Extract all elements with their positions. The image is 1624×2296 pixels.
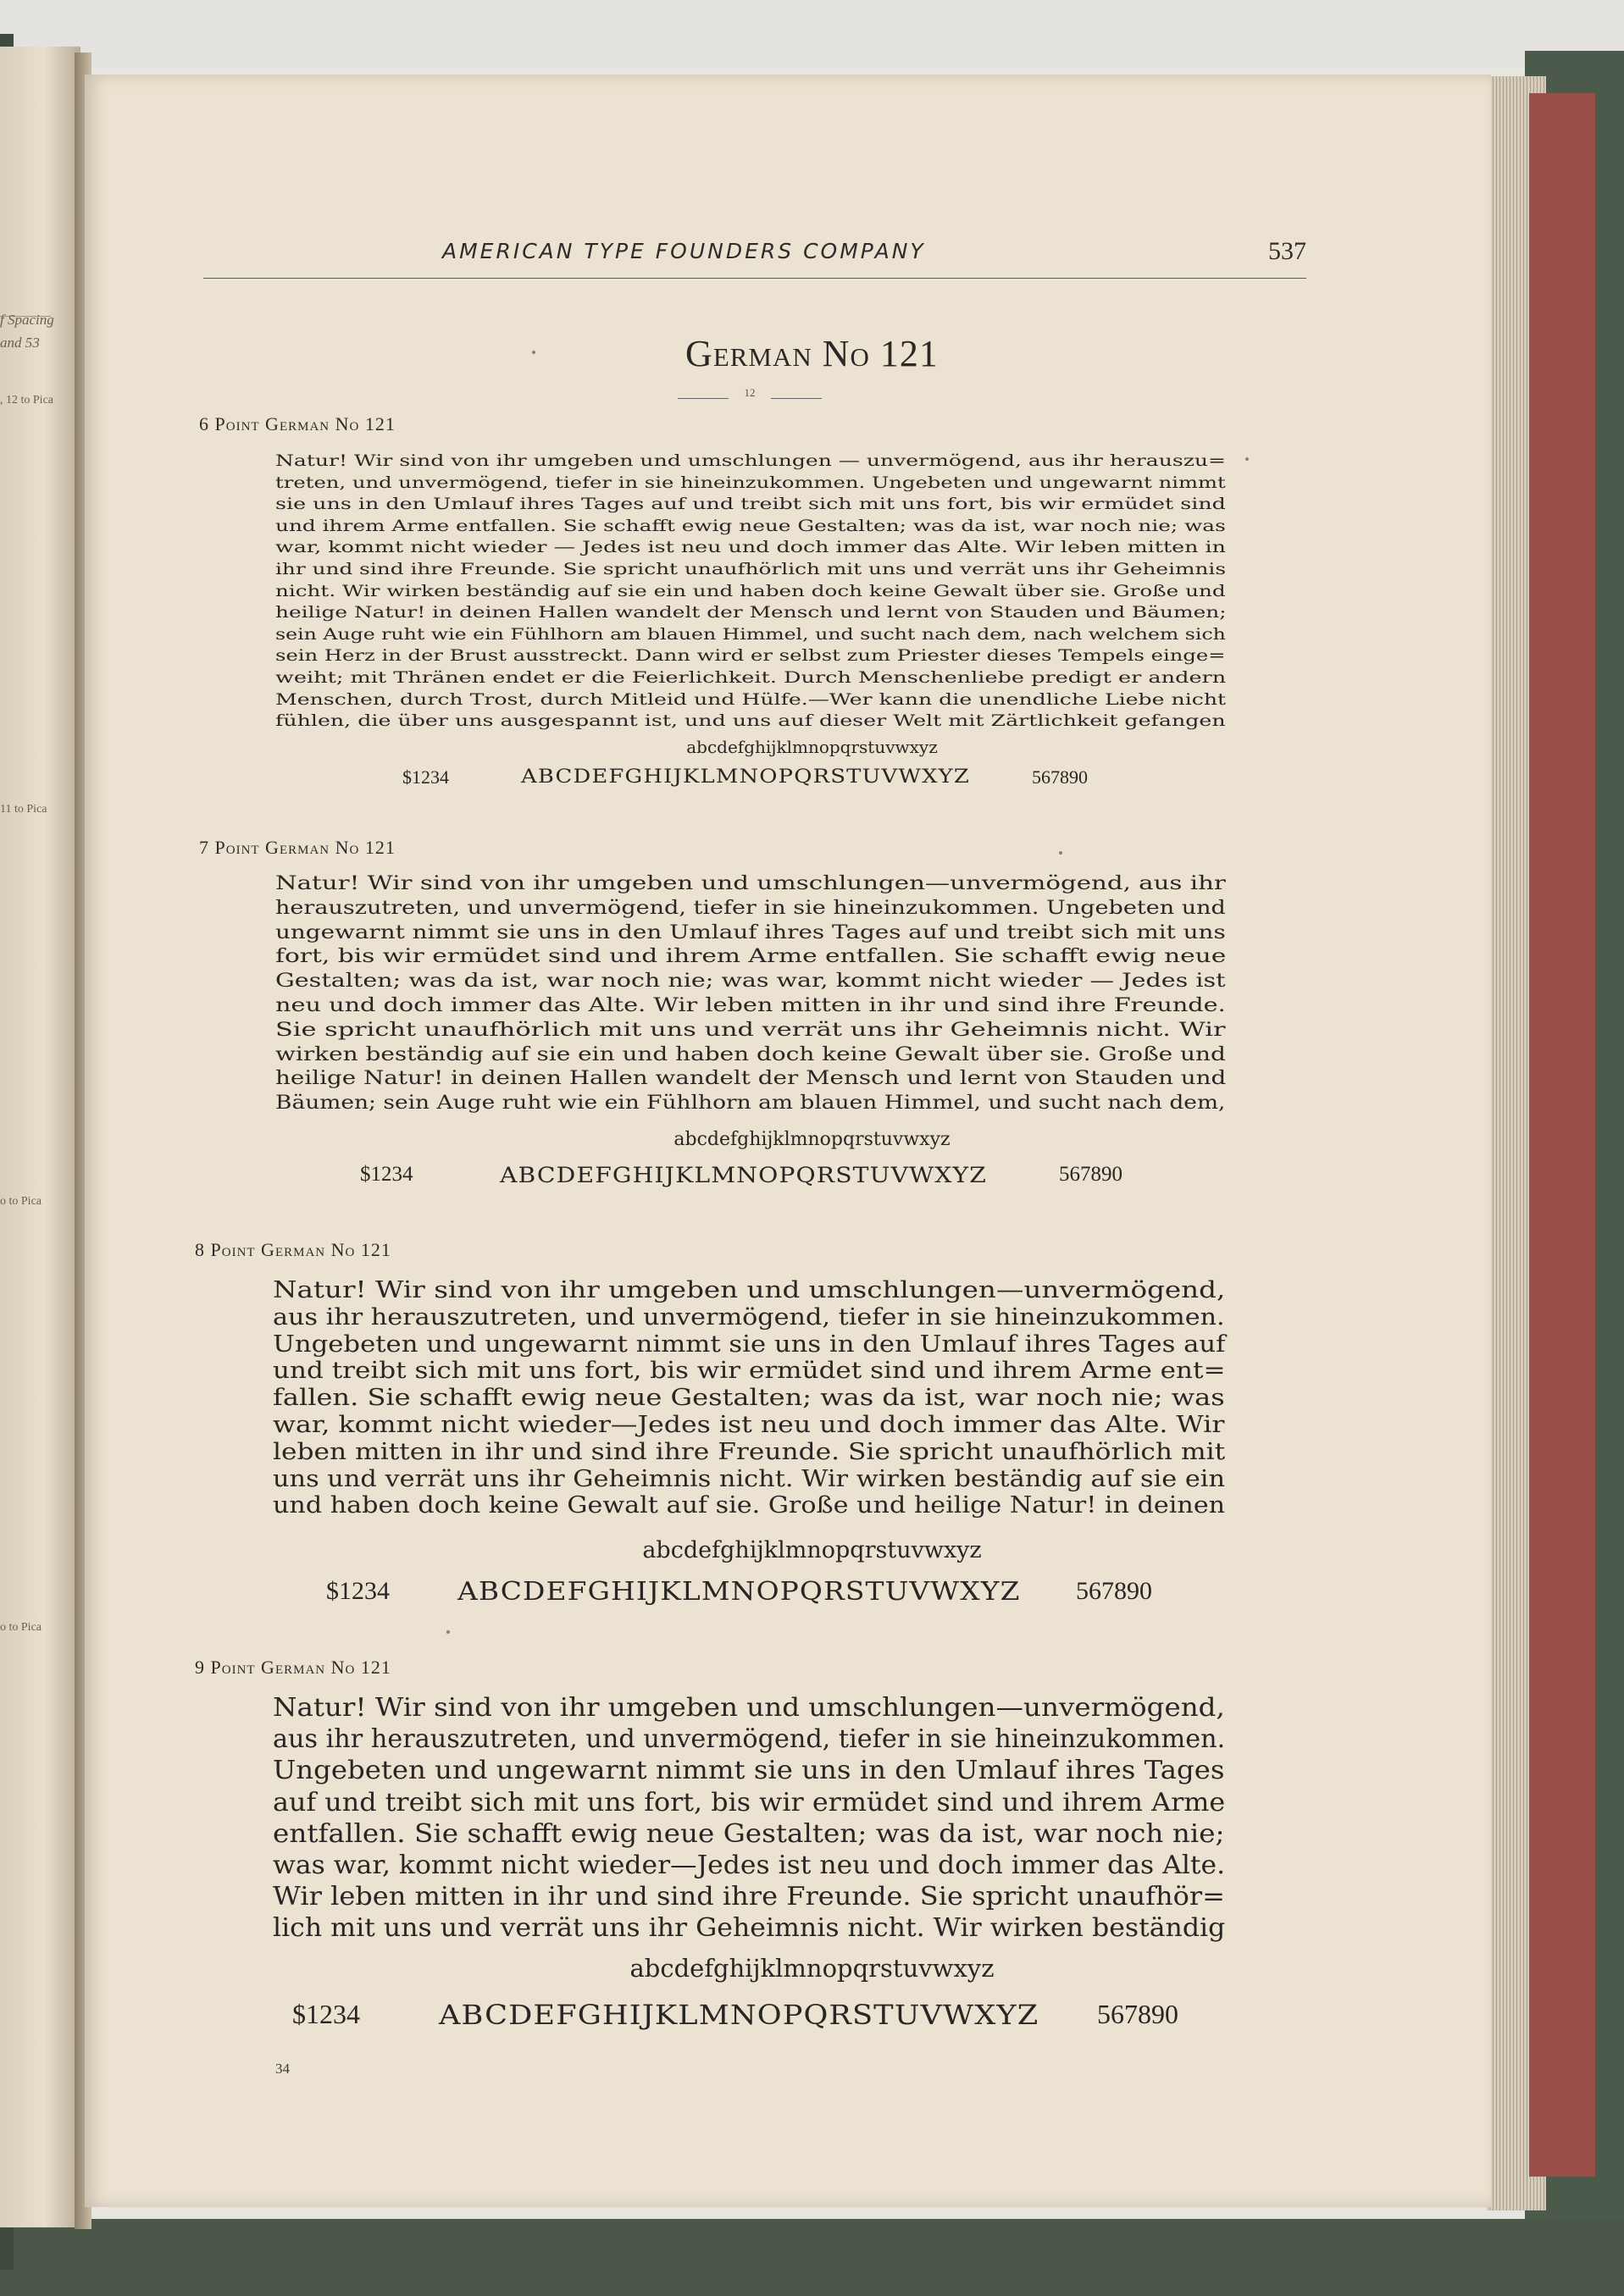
left-page-note: , 12 to Pica: [0, 394, 53, 407]
specimen-line: war, kommt nicht wieder — Jedes ist neu und doch immer das Alte. Wir leben mitten in: [275, 538, 1226, 557]
folio-number: 34: [275, 2061, 290, 2077]
specimen-line: sein Auge ruht wie ein Fühlhorn am blauen Himmel, und sucht nach dem, nach welchem sich: [275, 624, 1226, 644]
section-label: 7 Point German No 121: [199, 837, 396, 858]
numerals: 567890: [1032, 766, 1088, 788]
numerals: 567890: [1097, 1999, 1178, 2029]
specimen-line: sie uns in den Umlauf ihres Tages auf und treibt sich mit uns fort, bis wir ermüdet sind: [275, 495, 1226, 514]
specimen-line: heilige Natur! in deinen Hallen wandelt der Mensch und lernt von Stauden und: [275, 1068, 1227, 1090]
left-page-note: and 53: [0, 335, 40, 351]
left-page-note: f Spacing: [0, 312, 54, 328]
specimen-line: aus ihr herauszutreten, und unvermögend, tiefer in sie hineinzukommen.: [273, 1724, 1226, 1755]
specimen-line: lich mit uns und verrät uns ihr Geheimnis nicht. Wir wirken beständig: [273, 1913, 1226, 1944]
price-figures: $1234: [326, 1577, 390, 1605]
specimen-line: Ungebeten und ungewarnt nimmt sie uns in den Umlauf ihres Tages: [273, 1756, 1225, 1786]
specimen-line: war, kommt nicht wieder—Jedes ist neu und doch immer das Alte. Wir: [273, 1412, 1225, 1438]
running-title: AMERICAN TYPE FOUNDERS COMPANY: [442, 239, 926, 263]
specimen-line: Natur! Wir sind von ihr umgeben und umschlungen — unvermögend, aus ihr herauszu=: [275, 451, 1227, 470]
specimen-line: was war, kommt nicht wieder—Jedes ist neu und doch immer das Alte.: [273, 1851, 1226, 1880]
specimen-line: sein Herz in der Brust ausstreckt. Dann wird er selbst zum Priester dieses Tempels einge=: [275, 646, 1226, 666]
specimen-line: Natur! Wir sind von ihr umgeben und umschlungen—unvermögend,: [273, 1277, 1226, 1303]
uppercase-alphabet: ABCDEFGHIJKLMNOPQRSTUVWXYZ: [439, 1999, 1039, 2031]
specimen-line: Sie spricht unaufhörlich mit uns und verrät uns ihr Geheimnis nicht. Wir: [275, 1019, 1226, 1041]
left-page-note: o to Pica: [0, 1195, 42, 1208]
section-label: 8 Point German No 121: [195, 1239, 391, 1260]
specimen-line: nicht. Wir wirken beständig auf sie ein und haben doch keine Gewalt über sie. Große und: [275, 581, 1226, 600]
numerals: 567890: [1076, 1577, 1152, 1605]
specimen-line: leben mitten in ihr und sind ihre Freunde. Sie spricht unaufhörlich mit: [273, 1438, 1226, 1465]
size-mark-rule-right: [771, 398, 822, 399]
specimen-line: Ungebeten und ungewarnt nimmt sie uns in den Umlauf ihres Tages auf: [273, 1331, 1226, 1358]
specimen-line: aus ihr herauszutreten, und unvermögend, tiefer in sie hineinzukommen.: [273, 1303, 1225, 1331]
specimen-line: Natur! Wir sind von ihr umgeben und umschlungen—unvermögend,: [273, 1693, 1225, 1723]
specimen-line: fühlen, die über uns ausgespannt ist, und uns auf dieser Welt mit Zärtlichkeit gefangen: [275, 711, 1226, 731]
specimen-line: Natur! Wir sind von ihr umgeben und umschlungen—unvermögend, aus ihr: [275, 873, 1226, 894]
left-page-note: 11 to Pica: [0, 803, 47, 816]
page-number: 537: [1268, 237, 1306, 265]
numerals: 567890: [1059, 1163, 1122, 1186]
paper-speck: [532, 351, 535, 354]
section-label: 6 Point German No 121: [199, 413, 396, 434]
price-figures: $1234: [292, 1999, 360, 2029]
section-label: 9 Point German No 121: [195, 1657, 391, 1678]
background-top: [0, 0, 1624, 68]
lowercase-alphabet: abcdefghijklmnopqrstuvwxyz: [673, 1129, 951, 1150]
price-figures: $1234: [402, 766, 449, 788]
size-mark-rule-left: [678, 398, 729, 399]
specimen-line: weiht; mit Thränen endet er die Feierlichkeit. Durch Menschenliebe predigt er andern: [275, 668, 1227, 687]
running-head: [203, 239, 1306, 279]
uppercase-alphabet: ABCDEFGHIJKLMNOPQRSTUVWXYZ: [500, 1163, 988, 1187]
paper-speck: [446, 1630, 450, 1634]
specimen-line: Bäumen; sein Auge ruht wie ein Fühlhorn am blauen Himmel, und sucht nach dem,: [275, 1093, 1226, 1115]
page-title: German No 121: [685, 333, 939, 374]
book-cover-bottom: [0, 2219, 1624, 2296]
specimen-line: herauszutreten, und unvermögend, tiefer in sie hineinzukommen. Ungebeten und: [275, 897, 1226, 919]
price-figures: $1234: [360, 1163, 413, 1186]
specimen-line: wirken beständig auf sie ein und haben doch keine Gewalt über sie. Große und: [275, 1043, 1226, 1065]
size-mark-label: 12: [744, 386, 756, 399]
specimen-line: heilige Natur! in deinen Hallen wandelt der Mensch und lernt von Stauden und Bäumen;: [275, 603, 1227, 622]
specimen-line: und ihrem Arme entfallen. Sie schafft ewig neue Gestalten; was da ist, war noch nie; was: [275, 516, 1226, 535]
specimen-line: Wir leben mitten in ihr und sind ihre Freunde. Sie spricht unaufhör=: [273, 1882, 1226, 1912]
left-page-note: o to Pica: [0, 1621, 42, 1634]
specimen-line: Menschen, durch Trost, durch Mitleid und Hülfe.—Wer kann die unendliche Liebe nicht: [275, 689, 1227, 709]
paper-speck: [1245, 457, 1249, 461]
specimen-line: entfallen. Sie schafft ewig neue Gestalten; was da ist, war noch nie;: [273, 1818, 1225, 1849]
specimen-line: und haben doch keine Gewalt auf sie. Große und heilige Natur! in deinen: [273, 1492, 1226, 1519]
specimen-line: Gestalten; was da ist, war noch nie; was war, kommt nicht wieder — Jedes ist: [275, 971, 1226, 993]
specimen-line: fallen. Sie schafft ewig neue Gestalten; was da ist, war noch nie; was: [273, 1385, 1225, 1412]
specimen-line: und treibt sich mit uns fort, bis wir ermüdet sind und ihrem Arme ent=: [273, 1358, 1226, 1385]
specimen-line: uns und verrät uns ihr Geheimnis nicht. Wir wirken beständig auf sie ein: [273, 1465, 1226, 1492]
lowercase-alphabet: abcdefghijklmnopqrstuvwxyz: [686, 737, 938, 757]
specimen-line: ungewarnt nimmt sie uns in den Umlauf ihres Tages auf und treibt sich mit uns: [275, 921, 1226, 943]
paper-speck: [1059, 851, 1062, 855]
specimen-line: auf und treibt sich mit uns fort, bis wir ermüdet sind und ihrem Arme: [273, 1787, 1226, 1817]
lowercase-alphabet: abcdefghijklmnopqrstuvwxyz: [629, 1954, 995, 1983]
specimen-line: neu und doch immer das Alte. Wir leben mitten in ihr und sind ihre Freunde.: [275, 995, 1226, 1016]
lowercase-alphabet: abcdefghijklmnopqrstuvwxyz: [642, 1537, 982, 1563]
specimen-line: treten, und unvermögend, tiefer in sie hineinzukommen. Ungebeten und ungewarnt nimmt: [275, 473, 1226, 492]
uppercase-alphabet: ABCDEFGHIJKLMNOPQRSTUVWXYZ: [521, 766, 971, 788]
specimen-line: ihr und sind ihre Freunde. Sie spricht unaufhörlich mit uns und verrät uns ihr Geheimnis: [275, 560, 1227, 578]
uppercase-alphabet: ABCDEFGHIJKLMNOPQRSTUVWXYZ: [457, 1577, 1021, 1607]
size-mark: [678, 386, 822, 412]
specimen-line: fort, bis wir ermüdet sind und ihrem Arme entfallen. Sie schafft ewig neue: [275, 946, 1227, 968]
